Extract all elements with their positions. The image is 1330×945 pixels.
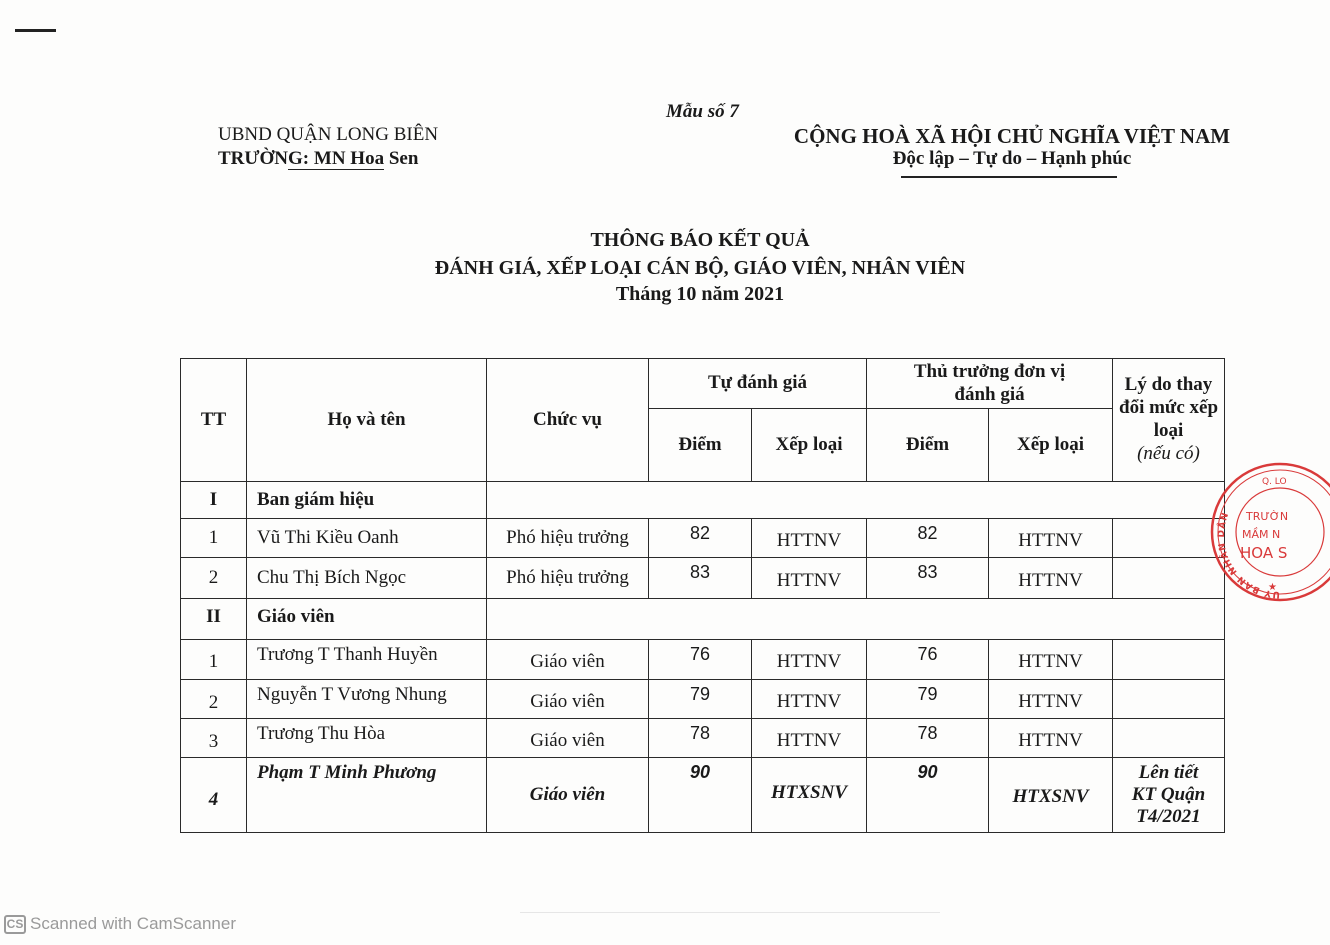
row-tt: 4	[180, 757, 247, 833]
row-head-rank: HTTNV	[988, 557, 1113, 599]
school-name-prefix: TRƯỜN	[218, 148, 289, 169]
header-head-score: Điểm	[866, 408, 989, 482]
row-name: Trương Thu Hòa	[246, 718, 487, 758]
school-name-suffix: Sen	[384, 148, 419, 169]
row-name: Phạm T Minh Phương	[246, 757, 487, 833]
header-head-rank: Xếp loại	[988, 408, 1113, 482]
header-reason-label: Lý do thay đổi mức xếp loại	[1119, 374, 1219, 441]
row-self-score: 76	[648, 639, 752, 680]
row-position: Giáo viên	[486, 639, 649, 680]
header-self-eval: Tự đánh giá	[648, 358, 867, 409]
stamp-center-3: HOA S	[1240, 544, 1288, 562]
row-head-rank: HTTNV	[988, 679, 1113, 719]
section-index: I	[180, 481, 247, 519]
header-self-score: Điểm	[648, 408, 752, 482]
stamp-ring-text: UỶ BAN NHÂN DÂN	[1216, 510, 1281, 600]
row-tt: 2	[180, 679, 247, 719]
row-self-rank: HTTNV	[751, 679, 867, 719]
section-title: Giáo viên	[246, 598, 487, 640]
form-number: Mẫu số 7	[666, 101, 739, 122]
row-head-score: 82	[866, 518, 989, 558]
row-head-score: 78	[866, 718, 989, 758]
row-head-rank: HTTNV	[988, 639, 1113, 680]
row-head-rank: HTTNV	[988, 518, 1113, 558]
stamp-center-2: MẦM N	[1242, 528, 1281, 541]
stamp-seal-icon	[1200, 462, 1330, 602]
row-head-score: 79	[866, 679, 989, 719]
scan-mark	[15, 29, 56, 32]
row-self-score: 90	[648, 757, 752, 833]
row-self-rank: HTTNV	[751, 557, 867, 599]
camscanner-text: Scanned with CamScanner	[30, 914, 237, 933]
section-title: Ban giám hiệu	[246, 481, 487, 519]
camscanner-watermark	[4, 914, 236, 934]
row-self-rank: HTTNV	[751, 718, 867, 758]
nation-title: CỘNG HOÀ XÃ HỘI CHỦ NGHĨA VIỆT NAM	[793, 124, 1231, 148]
row-name: Nguyễn T Vương Nhung	[246, 679, 487, 719]
row-reason: Lên tiết KT Quận T4/2021	[1112, 757, 1225, 833]
camscanner-logo-icon: CS	[4, 915, 26, 934]
row-self-rank: HTTNV	[751, 518, 867, 558]
stamp-center-1: TRƯỜN	[1246, 510, 1289, 523]
org-name: UBND QUẬN LONG BIÊN	[218, 124, 439, 145]
row-position: Phó hiệu trưởng	[486, 518, 649, 558]
doc-title: THÔNG BÁO KẾT QUẢ	[590, 229, 810, 251]
stamp-star-icon: ★	[1268, 582, 1277, 593]
school-name	[218, 148, 418, 170]
doc-period: Tháng 10 năm 2021	[615, 283, 785, 305]
header-head-eval: Thủ trưởng đơn vị đánh giá	[866, 358, 1113, 409]
row-name: Vũ Thi Kiều Oanh	[246, 518, 487, 558]
row-head-rank: HTXSNV	[988, 757, 1113, 833]
header-position: Chức vụ	[486, 358, 649, 482]
row-reason	[1112, 679, 1225, 719]
section-index: II	[180, 598, 247, 640]
row-tt: 3	[180, 718, 247, 758]
stamp-top-text: Q. LO	[1262, 477, 1287, 487]
school-name-underlined: G: MN Hoa	[288, 148, 385, 169]
row-self-rank: HTXSNV	[751, 757, 867, 833]
section-empty	[486, 481, 1225, 519]
row-self-rank: HTTNV	[751, 639, 867, 680]
header-self-rank: Xếp loại	[751, 408, 867, 482]
motto-underline	[901, 176, 1117, 178]
row-self-score: 78	[648, 718, 752, 758]
row-tt: 2	[180, 557, 247, 599]
school-stamp	[1200, 462, 1330, 602]
row-name: Trương T Thanh Huyền	[246, 639, 487, 680]
header-reason-note: (nếu có)	[1137, 442, 1200, 464]
row-position: Giáo viên	[486, 679, 649, 719]
scan-artifact	[520, 912, 940, 913]
section-empty	[486, 598, 1225, 640]
row-head-score: 76	[866, 639, 989, 680]
row-name: Chu Thị Bích Ngọc	[246, 557, 487, 599]
row-tt: 1	[180, 639, 247, 680]
header-tt: TT	[180, 358, 247, 482]
header-name: Họ và tên	[246, 358, 487, 482]
nation-motto: Độc lập – Tự do – Hạnh phúc	[892, 148, 1132, 169]
row-position: Giáo viên	[486, 757, 649, 833]
row-self-score: 83	[648, 557, 752, 599]
row-position: Giáo viên	[486, 718, 649, 758]
doc-subtitle: ĐÁNH GIÁ, XẾP LOẠI CÁN BỘ, GIÁO VIÊN, NHÂN VIÊN	[434, 257, 966, 279]
row-reason	[1112, 718, 1225, 758]
row-tt: 1	[180, 518, 247, 558]
row-self-score: 82	[648, 518, 752, 558]
row-head-score: 90	[866, 757, 989, 833]
row-position: Phó hiệu trưởng	[486, 557, 649, 599]
row-head-rank: HTTNV	[988, 718, 1113, 758]
row-self-score: 79	[648, 679, 752, 719]
row-head-score: 83	[866, 557, 989, 599]
row-reason	[1112, 639, 1225, 680]
